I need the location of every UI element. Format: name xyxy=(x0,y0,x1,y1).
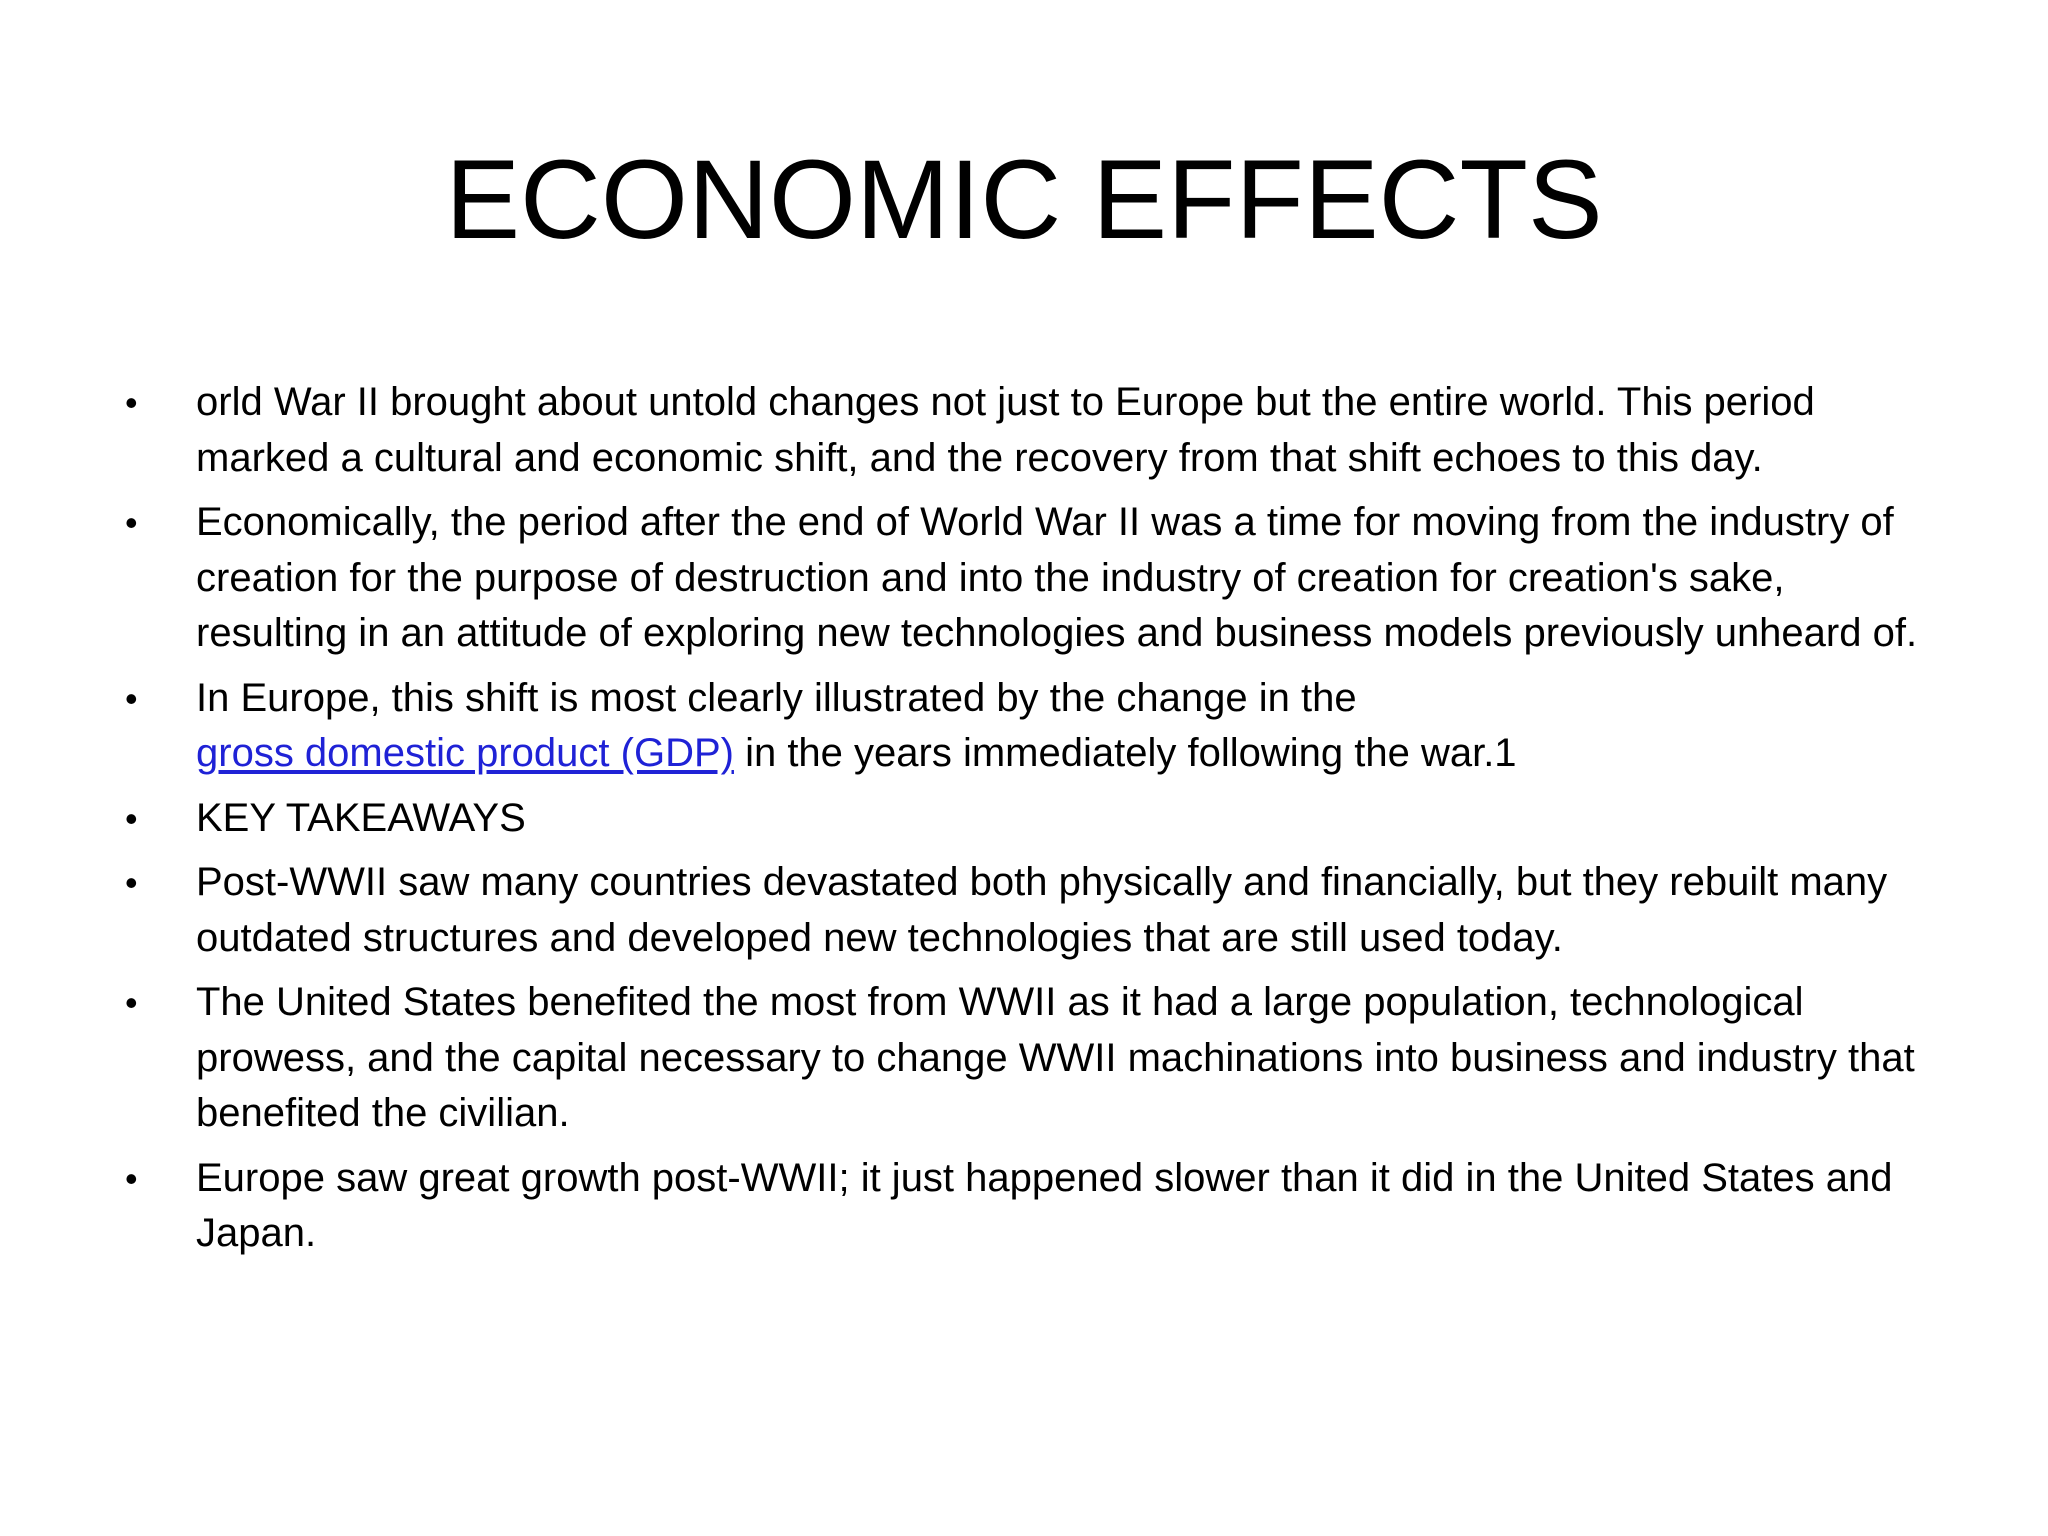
bullet-dot: • xyxy=(125,1157,138,1199)
slide-title: ECONOMIC EFFECTS xyxy=(445,137,1603,262)
bullet-text: Economically, the period after the end of World War II was a time for moving from the industry of creation for the purpose of destruction and into the industry of creation for creation's sake, resulting in an attitude of exploring new technologies and business models previously unheard of. xyxy=(196,500,1918,655)
bullet-dot: • xyxy=(125,502,138,543)
bullet-dot: • xyxy=(125,862,138,903)
bullet-text: orld War II brought about untold changes not just to Europe but the entire world. This period marked a cultural and economic shift, and the recovery from that shift echoes to this day. xyxy=(196,380,1815,480)
bullet-list xyxy=(120,375,1940,1271)
bullet-item xyxy=(120,671,1940,782)
bullet-text: Europe saw great growth post-WWII; it just happened slower than it did in the United States and Japan. xyxy=(196,1155,1893,1255)
bullet-dot: • xyxy=(125,382,138,423)
bullet-item xyxy=(120,975,1940,1142)
bullet-text: In Europe, this shift is most clearly illustrated by the change in the xyxy=(196,675,1357,720)
bullet-item xyxy=(120,495,1940,662)
bullet-text: Post-WWII saw many countries devastated both physically and financially, but they rebuilt many outdated structures and developed new technologies that are still used today. xyxy=(196,860,1888,960)
bullet-item xyxy=(120,855,1940,966)
bullet-dot: • xyxy=(125,982,138,1023)
bullet-item xyxy=(120,791,1940,847)
bullet-text: KEY TAKEAWAYS xyxy=(196,795,526,840)
bullet-text: The United States benefited the most from WWII as it had a large population, technological prowess, and the capital necessary to change WWII machinations into business and industry that benefited the civilian. xyxy=(196,980,1915,1135)
bullet-item xyxy=(120,375,1940,486)
bullet-dot: • xyxy=(125,797,138,839)
bullet-text-after-link: in the years immediately following the war.1 xyxy=(733,731,1517,775)
bullet-dot: • xyxy=(125,677,138,719)
gdp-link[interactable]: gross domestic product (GDP) xyxy=(196,731,734,775)
bullet-item xyxy=(120,1151,1940,1262)
